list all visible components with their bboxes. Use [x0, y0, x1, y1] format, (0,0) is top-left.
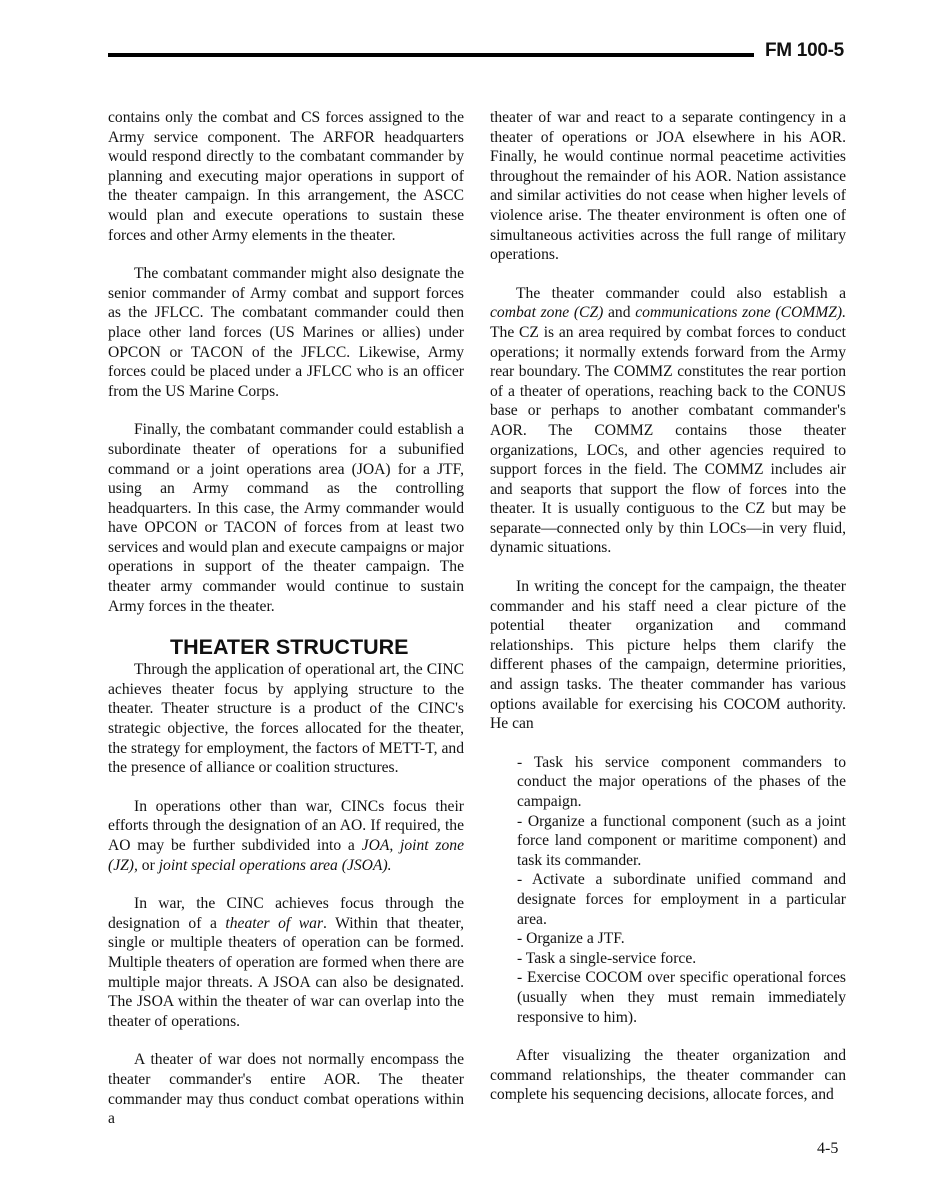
paragraph [108, 1050, 464, 1128]
text-segment: A theater of war does not normally encompass the theater commander's entire AOR. The theater commander may thus conduct combat operations within a [108, 1051, 464, 1128]
text-segment: In operations other than war, CINCs focus their efforts through the designation of an AO. If required, the AO may be further subdivided into a [108, 797, 464, 854]
text-segment: or [137, 856, 159, 874]
text-segment: Finally, the combatant commander could establish a subordinate theater of operations for a subunified command or a joint operations area (JOA) for a JTF, using an Army command as the controlling headquarters. In this case, the Army commander would have OPCON or TACON of forces from at least two services and would plan and execute campaigns or major operations in support of the theater campaign. The theater army commander would continue to sustain Army forces in the theater. [108, 421, 464, 615]
bullet-item: - Task his service component commanders to conduct the major operations of the phases of the campaign. [517, 753, 846, 810]
header-rule [108, 53, 754, 57]
text-segment: . Within that theater, single or multiple theaters of operation can be formed. Multiple theaters of operation are formed when there are multiple major threats. A JSOA can also be designated. The JSOA within the theater of war can overlap into the theater of operations. [108, 914, 464, 1030]
paragraph [108, 660, 464, 778]
paragraph [490, 108, 846, 265]
italic-term: combat zone (CZ) [490, 304, 604, 322]
text-segment: contains only the combat and CS forces assigned to the Army service component. The ARFOR headquarters would respond directly to the combatant commander by planning and executing major operations in support of the theater campaign. In this arrangement, the ASCC would plan and execute operations to sustain these forces and other Army elements in the theater. [108, 109, 464, 244]
bullet-item: - Organize a functional component (such as a joint force land component or maritime component) and task its commander. [517, 812, 846, 869]
document-id: FM 100-5 [765, 40, 844, 61]
text-segment: theater of war and react to a separate contingency in a theater of operations or JOA elsewhere in his AOR. Finally, he would continue normal peacetime activities throughout the remainder of his AOR. Nation assistance and similar activities do not cease when higher levels of violence arise. The theater environment is often one of simultaneous activities across the full range of military operations. [490, 109, 846, 264]
text-segment: The theater commander could also establish a [516, 284, 846, 302]
right-column [490, 108, 846, 1124]
paragraph [490, 577, 846, 734]
paragraph [108, 264, 464, 401]
bullet-item: - Task a single-service force. [517, 949, 697, 967]
paragraph [490, 1046, 846, 1105]
paragraph [108, 108, 464, 245]
text-segment: The combatant commander might also designate the senior commander of Army combat and support forces as the JFLCC. The combatant commander could then place other land forces (US Marines or allies) under OPCON or TACON of the JFLCC. Likewise, Army forces could be placed under a JFLCC who is an officer from the US Marine Corps. [108, 265, 464, 400]
bullet-item: - Organize a JTF. [517, 930, 625, 948]
italic-term: joint special operations area (JSOA). [158, 856, 392, 874]
bullet-item: - Activate a subordinate unified command and designate forces for employment in a particular area. [517, 871, 846, 928]
italic-term: JOA, joint zone (JZ), [108, 837, 465, 874]
text-segment: and [603, 304, 636, 322]
italic-term: communications zone (COMMZ). [635, 304, 846, 322]
text-segment: In writing the concept for the campaign, the theater commander and his staff need a clear picture of the potential theater organization and command relationships. This picture helps them clarify the different phases of the campaign, determine priorities, and assign tasks. The theater commander has various options available for exercising his COCOM authority. He can [490, 578, 846, 733]
paragraph [108, 894, 464, 1031]
paragraph [108, 797, 464, 875]
bullet-list [517, 753, 846, 1027]
text-segment: In war, the CINC achieves focus through the designation of a [108, 895, 464, 932]
page-number: 4-5 [817, 1140, 839, 1157]
section-heading: THEATER STRUCTURE [170, 635, 409, 660]
italic-term: theater of war [225, 914, 324, 932]
left-column [108, 108, 464, 1148]
paragraph [108, 420, 464, 616]
bullet-item: - Exercise COCOM over specific operational forces (usually when they must remain immediately responsive to him). [517, 969, 846, 1026]
text-segment: The CZ is an area required by combat forces to conduct operations; it normally extends forward from the Army rear boundary. The COMMZ constitutes the rear portion of a theater of operations, reaching back to the CONUS base or perhaps to another combatant commander's AOR. The COMMZ contains those theater organizations, LOCs, and other agencies required to support forces in the field. The COMMZ includes air and seaports that support the flow of forces into the theater. It is usually contiguous to the CZ but may be separate—connected only by thin LOCs—in very fluid, dynamic situations. [490, 323, 846, 557]
text-segment: Through the application of operational art, the CINC achieves theater focus by applying structure to the theater. Theater structure is a product of the CINC's strategic objective, the forces allocated for the theater, the strategy for employment, the factors of METT-T, and the presence of alliance or coalition structures. [108, 661, 464, 777]
paragraph [490, 284, 846, 558]
text-segment: After visualizing the theater organization and command relationships, the theater commander can complete his sequencing decisions, allocate forces, and [490, 1047, 846, 1104]
